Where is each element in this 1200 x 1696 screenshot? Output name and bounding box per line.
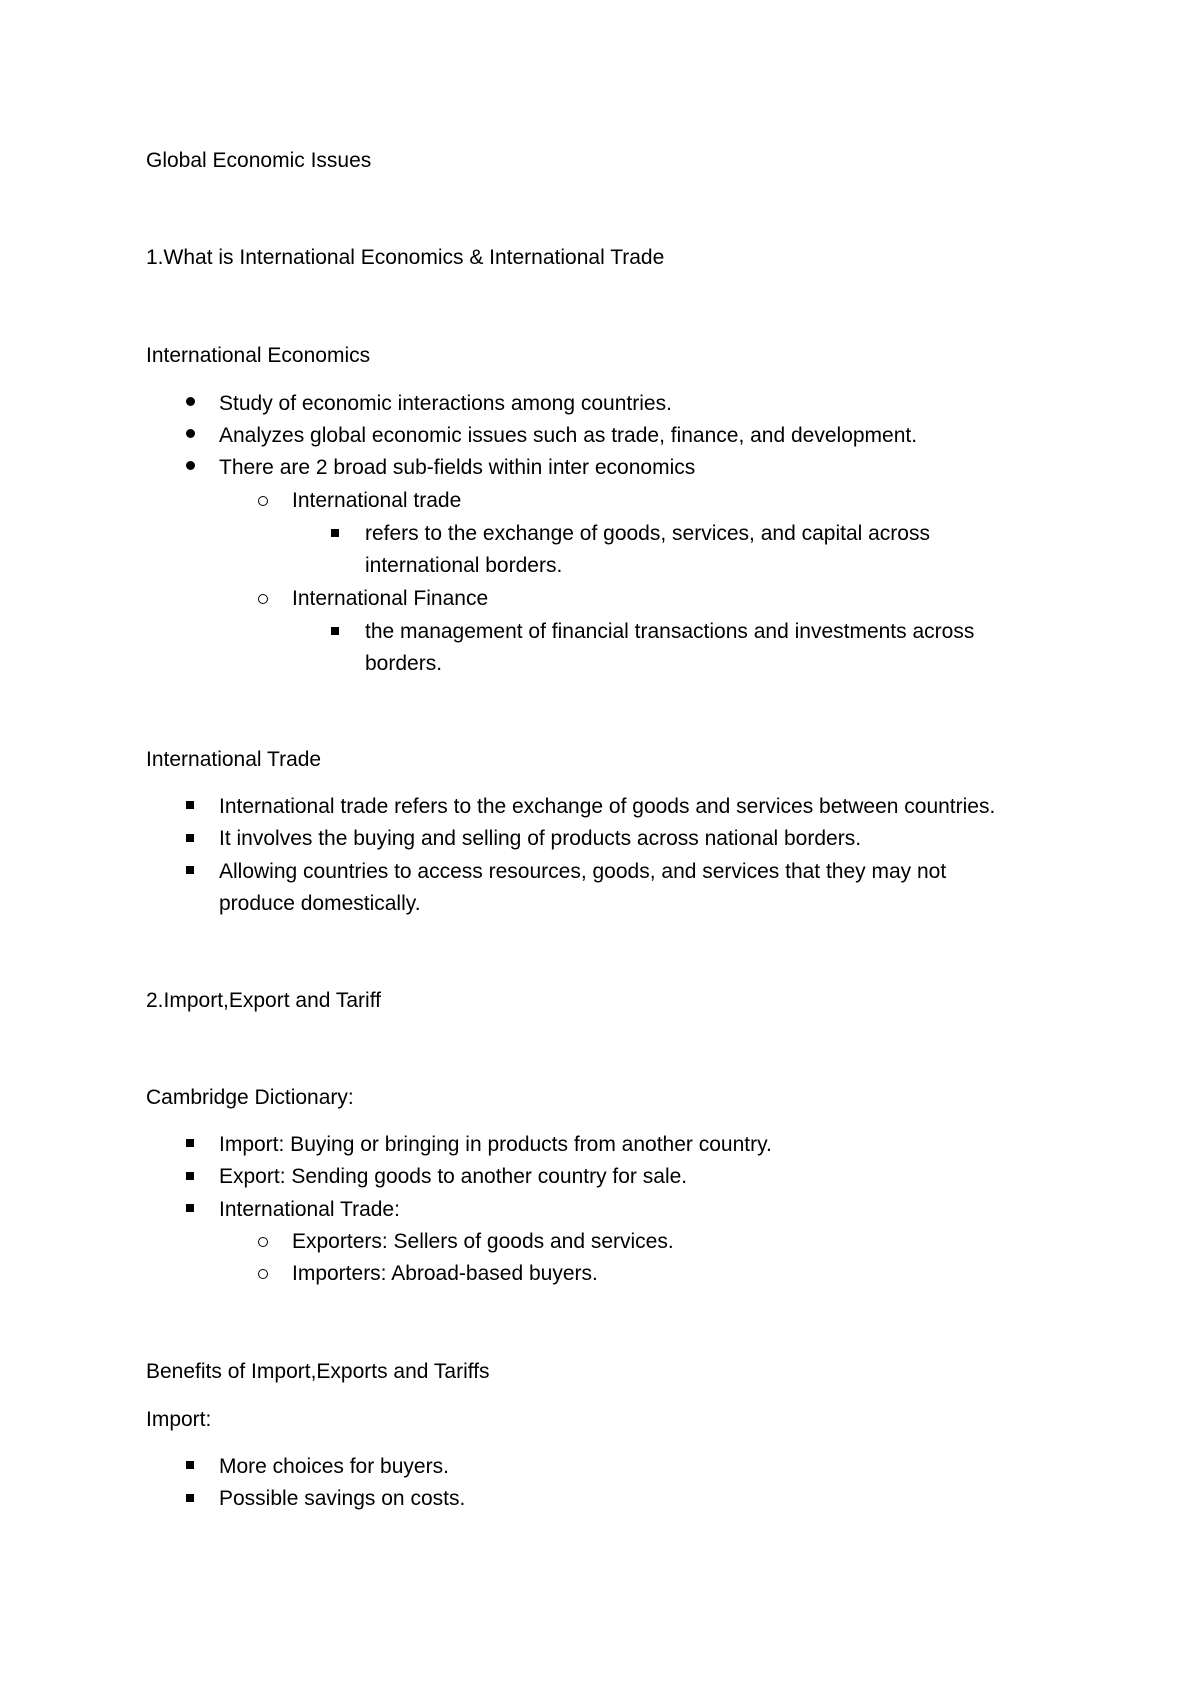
bullet-square-icon (186, 1139, 194, 1147)
list-item: International Trade: (219, 1198, 400, 1221)
list-item: International trade refers to the exchange of goods and services between countries. (219, 795, 996, 818)
list-item: Import: Buying or bringing in products from another country. (219, 1133, 772, 1156)
bullet-square-icon (186, 834, 194, 842)
list-item-continuation: borders. (365, 652, 443, 675)
bullet-square-icon (186, 1172, 194, 1180)
list-item: Possible savings on costs. (219, 1487, 466, 1510)
bullet-square-icon (186, 1461, 194, 1469)
benefits-heading: Benefits of Import,Exports and Tariffs (146, 1360, 490, 1383)
list-item: Export: Sending goods to another country for sale. (219, 1165, 688, 1188)
bullet-square-icon (186, 1204, 194, 1212)
document-title: Global Economic Issues (146, 149, 372, 172)
bullet-circle-icon (258, 594, 268, 604)
list-item: refers to the exchange of goods, services, and capital across (365, 522, 930, 545)
list-item: Exporters: Sellers of goods and services. (292, 1230, 674, 1253)
list-item-continuation: produce domestically. (219, 892, 421, 915)
list-item: the management of financial transactions and investments across (365, 620, 975, 643)
intl-economics-heading: International Economics (146, 344, 371, 367)
list-item: Importers: Abroad-based buyers. (292, 1262, 598, 1285)
list-item: International Finance (292, 587, 489, 610)
bullet-square-icon (186, 1494, 194, 1502)
bullet-square-icon (186, 801, 194, 809)
list-item: It involves the buying and selling of products across national borders. (219, 827, 862, 850)
bullet-dot-icon (186, 429, 195, 438)
import-heading: Import: (146, 1408, 212, 1431)
bullet-circle-icon (258, 496, 268, 506)
list-item: More choices for buyers. (219, 1455, 449, 1478)
list-item: Study of economic interactions among countries. (219, 392, 672, 415)
list-item: Allowing countries to access resources, goods, and services that they may not (219, 860, 947, 883)
bullet-circle-icon (258, 1269, 268, 1279)
list-item: There are 2 broad sub-fields within inter economics (219, 456, 696, 479)
bullet-square-icon (331, 529, 339, 537)
list-item-continuation: international borders. (365, 554, 563, 577)
bullet-dot-icon (186, 461, 195, 470)
bullet-circle-icon (258, 1237, 268, 1247)
section-1-heading: 1.What is International Economics & International Trade (146, 246, 665, 269)
cambridge-heading: Cambridge Dictionary: (146, 1086, 354, 1109)
list-item: Analyzes global economic issues such as trade, finance, and development. (219, 424, 918, 447)
list-item: International trade (292, 489, 462, 512)
intl-trade-heading: International Trade (146, 748, 322, 771)
section-2-heading: 2.Import,Export and Tariff (146, 989, 382, 1012)
bullet-square-icon (186, 866, 194, 874)
bullet-square-icon (331, 627, 339, 635)
bullet-dot-icon (186, 397, 195, 406)
